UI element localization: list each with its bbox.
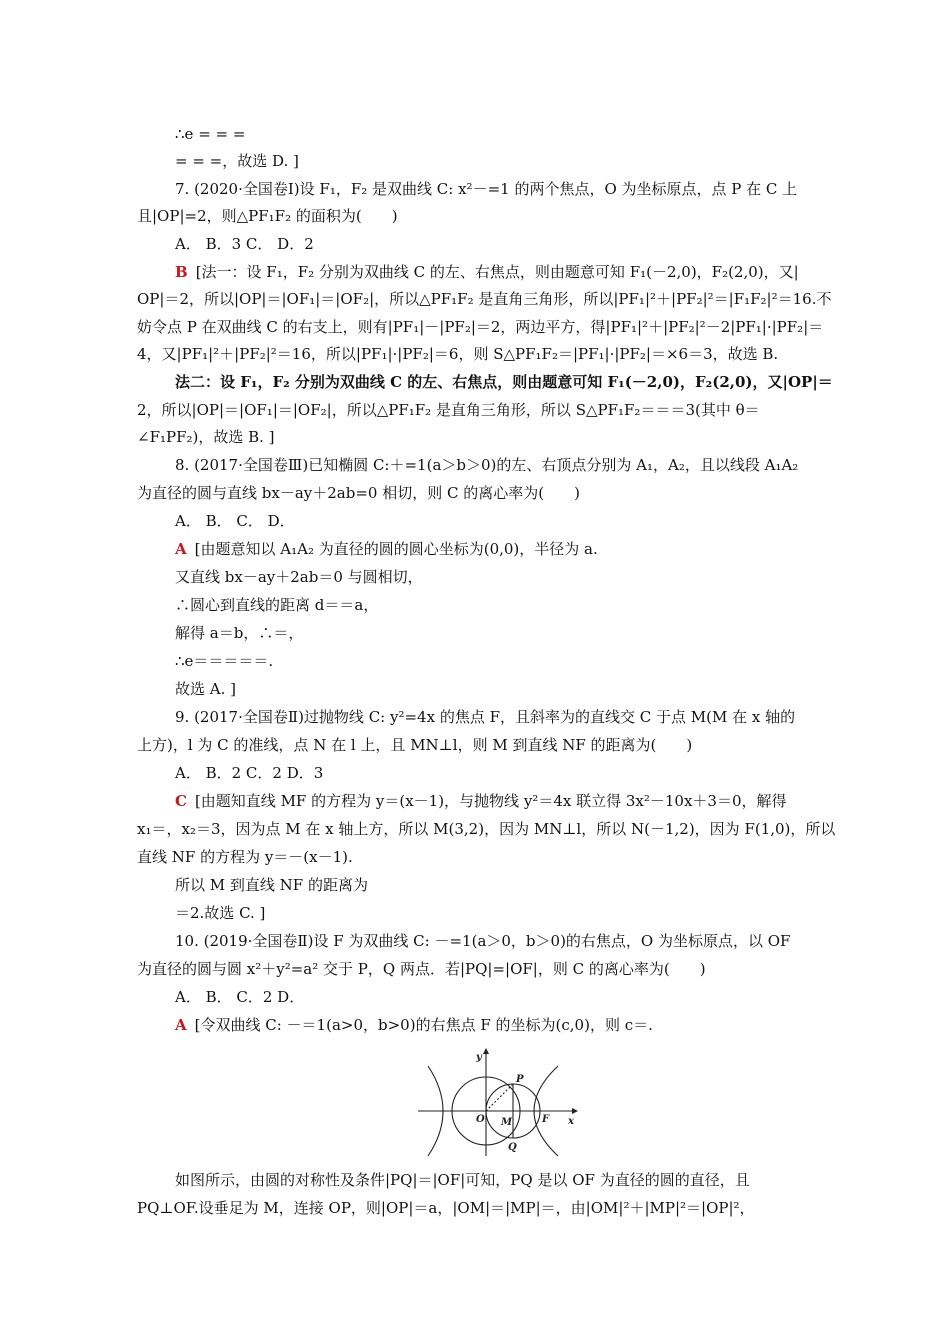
text-line: 直线 NF 的方程为 y＝－(x－1). <box>137 848 353 866</box>
text-line: = = =，故选 D. ] <box>175 152 299 170</box>
text-line: 解得 a＝b，∴＝， <box>175 624 304 642</box>
text-line: 为直径的圆与直线 bx－ay＋2ab=0 相切，则 C 的离心率为( ) <box>137 484 580 502</box>
text-line: 且|OP|=2，则△PF₁F₂ 的面积为( ) <box>137 207 398 225</box>
text-line: ＝2.故选 C. ] <box>175 904 266 922</box>
text-line: 所以 M 到直线 NF 的距离为 <box>175 876 368 894</box>
text-line: ∴圆心到直线的距离 d＝＝a， <box>175 596 379 614</box>
text-line: 又直线 bx－ay＋2ab＝0 与圆相切， <box>175 568 423 586</box>
answer-badge: B <box>175 263 188 281</box>
solution-8 <box>175 539 598 559</box>
label-f: F <box>542 1114 550 1125</box>
options-8: A． B． C． D． <box>175 512 295 530</box>
text-line: [法一：设 F₁，F₂ 分别为双曲线 C 的左、右焦点，则由题意可知 F₁(－2,0)，F₂(2,0)，又| <box>195 263 799 281</box>
question-8: 8. (2017·全国卷Ⅲ)已知椭圆 C:＋=1(a＞b＞0)的左、右顶点分别为 A₁，A₂，且以线段 A₁A₂ <box>175 456 799 474</box>
text-line: 如图所示，由圆的对称性及条件|PQ|＝|OF|可知，PQ 是以 OF 为直径的圆的直径，且 <box>175 1171 750 1189</box>
answer-badge: A <box>175 1016 187 1034</box>
text-line: [令双曲线 C: －＝1(a>0，b>0)的右焦点 F 的坐标为(c,0)，则 c＝. <box>194 1016 653 1034</box>
text-line: ∠F₁PF₂)，故选 B. ] <box>137 428 275 446</box>
text-line: 4，又|PF₁|²＋|PF₂|²＝16，所以|PF₁|·|PF₂|＝6，则 S△PF₁F₂＝|PF₁|·|PF₂|＝×6＝3，故选 B. <box>137 345 779 363</box>
solution-10 <box>175 1015 653 1035</box>
text-line: ∴e = = = <box>175 125 246 143</box>
text-line: 为直径的圆与圆 x²＋y²=a² 交于 P，Q 两点．若|PQ|=|OF|，则 C 的离心率为( ) <box>137 960 706 978</box>
hyperbola-circle-figure <box>410 1048 582 1160</box>
options-10: A． B． C．2 D． <box>175 988 305 1006</box>
y-arrow <box>483 1048 489 1054</box>
answer-badge: C <box>175 792 187 810</box>
options-9: A． B．2 C．2 D．3 <box>175 764 324 782</box>
text-line: 2，所以|OP|＝|OF₁|＝|OF₂|，所以△PF₁F₂ 是直角三角形，所以 S△PF₁F₂＝＝＝3(其中 θ＝ <box>137 401 760 419</box>
text-line: [由题知直线 MF 的方程为 y＝(x－1)，与抛物线 y²＝4x 联立得 3x²－10x＋3＝0，解得 <box>194 792 787 810</box>
question-10: 10. (2019·全国卷Ⅱ)设 F 为双曲线 C: －=1(a＞0，b＞0)的右焦点，O 为坐标原点，以 OF <box>175 932 791 950</box>
text-line: 上方)，l 为 C 的准线，点 N 在 l 上，且 MN⊥l，则 M 到直线 NF 的距离为( ) <box>137 736 693 754</box>
question-9: 9. (2017·全国卷Ⅱ)过抛物线 C: y²=4x 的焦点 F，且斜率为的直线交 C 于点 M(M 在 x 轴的 <box>175 708 796 726</box>
label-x: x <box>568 1116 574 1127</box>
text-line: [由题意知以 A₁A₂ 为直径的圆的圆心坐标为(0,0)，半径为 a. <box>194 540 598 558</box>
text-line: ∴e＝＝＝＝＝. <box>175 652 274 670</box>
options-7: A． B．3 C． D．2 <box>175 235 314 253</box>
question-7: 7. (2020·全国卷Ⅰ)设 F₁，F₂ 是双曲线 C: x²－=1 的两个焦点，O 为坐标原点，点 P 在 C 上 <box>175 180 798 198</box>
text-line: 法二：设 F₁，F₂ 分别为双曲线 C 的左、右焦点，则由题意可知 F₁(－2,0)，F₂(2,0)，又|OP|＝ <box>175 373 833 391</box>
text-line: x₁＝，x₂＝3，因为点 M 在 x 轴上方，所以 M(3,2)，因为 MN⊥l，所以 N(－1,2)，因为 F(1,0)，所以 <box>137 820 836 838</box>
label-y: y <box>476 1052 482 1063</box>
solution-7 <box>175 262 799 282</box>
label-o: O <box>476 1114 485 1125</box>
answer-badge: A <box>175 540 187 558</box>
text-line: 故选 A. ] <box>175 680 236 698</box>
solution-9 <box>175 791 787 811</box>
x-arrow <box>572 1108 578 1114</box>
label-p: P <box>516 1074 524 1085</box>
text-line: PQ⊥OF.设垂足为 M，连接 OP，则|OP|＝a，|OM|＝|MP|＝，由|OM|²＋|MP|²＝|OP|²， <box>137 1199 755 1217</box>
label-q: Q <box>508 1142 517 1153</box>
label-m: M <box>501 1117 513 1128</box>
text-line: 妨令点 P 在双曲线 C 的右支上，则有|PF₁|－|PF₂|＝2，两边平方，得|PF₁|²＋|PF₂|²－2|PF₁|·|PF₂|＝ <box>137 318 824 336</box>
text-line: OP|＝2，所以|OP|＝|OF₁|＝|OF₂|，所以△PF₁F₂ 是直角三角形，所以|PF₁|²＋|PF₂|²＝|F₁F₂|²＝16.不 <box>137 290 832 308</box>
